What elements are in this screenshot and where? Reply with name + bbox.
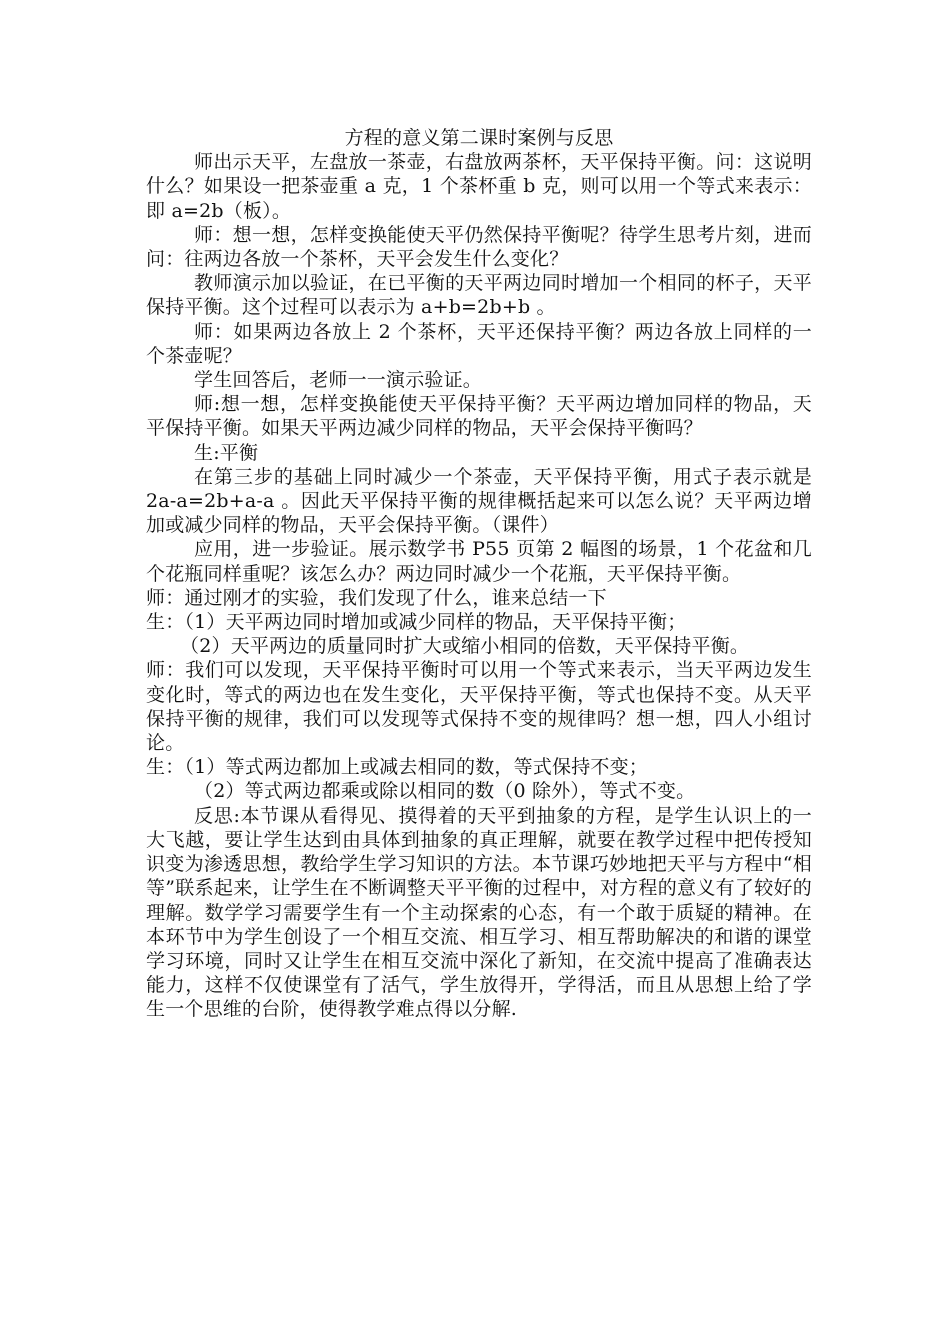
paragraph-7: 生:平衡 [194,441,259,464]
paragraph-10: 师：通过刚才的实验，我们发现了什么，谁来总结一下 [146,586,607,609]
paragraph-3: 教师演示加以验证，在已平衡的天平两边同时增加一个相同的杯子，天平保持平衡。这个过程可以表示为 a+b=2b+b 。 [146,272,812,319]
paragraph-13: 师：我们可以发现，天平保持平衡时可以用一个等式来表示，当天平两边发生变化时，等式的两边也在发生变化，天平保持平衡，等式也保持不变。从天平保持平衡的规律，我们可以发现等式保持不变的规律吗？想一想，四人小组讨论。 [146,659,812,755]
document-title: 方程的意义第二课时案例与反思 [344,127,614,149]
paragraph-16: 反思:本节课从看得见、摸得着的天平到抽象的方程，是学生认识上的一大飞越，要让学生达到由具体到抽象的真正理解，就要在教学过程中把传授知识变为渗透思想，教给学生学习知识的方法。本节课巧妙地把天平与方程中“相等”联系起来，让学生在不断调整天平平衡的过程中，对方程的意义有了较好的理解。数学学习需要学生有一个主动探索的心态，有一个敢于质疑的精神。在本环节中为学生创设了一个相互交流、相互学习、相互帮助解决的和谐的课堂学习环境，同时又让学生在相互交流中深化了新知，在交流中提高了准确表达能力，这样不仅使课堂有了活气，学生放得开，学得活，而且从思想上给了学生一个思维的台阶，使得教学难点得以分解. [146,804,812,1021]
paragraph-5: 学生回答后，老师一一演示验证。 [194,369,483,392]
paragraph-6: 师:想一想，怎样变换能使天平保持平衡？天平两边增加同样的物品，天平保持平衡。如果天平两边减少同样的物品，天平会保持平衡吗？ [146,393,812,440]
paragraph-15: （2）等式两边都乘或除以相同的数（0 除外），等式不变。 [194,780,696,803]
paragraph-12: （2）天平两边的质量同时扩大或缩小相同的倍数，天平保持平衡。 [180,635,750,658]
paragraph-2: 师：想一想，怎样变换能使天平仍然保持平衡呢？待学生思考片刻，进而问：往两边各放一个茶杯，天平会发生什么变化？ [146,223,812,271]
paragraph-9: 应用，进一步验证。展示数学书 P55 页第 2 幅图的场景，1 个花盆和几个花瓶同样重呢？该怎么办？两边同时减少一个花瓶，天平保持平衡。 [146,538,812,585]
paragraph-14: 生：（1）等式两边都加上或减去相同的数，等式保持不变； [146,756,648,779]
paragraph-1: 师出示天平，左盘放一茶壶，右盘放两茶杯，天平保持平衡。问：这说明什么？如果设一把茶壶重 a 克，1 个茶杯重 b 克，则可以用一个等式来表示：即 a=2b（板）。 [146,151,812,222]
paragraph-4: 师：如果两边各放上 2 个茶杯，天平还保持平衡？两边各放上同样的一个茶壶呢？ [146,320,812,367]
paragraph-8: 在第三步的基础上同时减少一个茶壶，天平保持平衡，用式子表示就是 2a-a=2b+a-a 。因此天平保持平衡的规律概括起来可以怎么说？天平两边增加或减少同样的物品，天平会保持平衡。（课件） [146,465,812,537]
document-body [146,126,812,1022]
paragraph-11: 生：（1）天平两边同时增加或减少同样的物品，天平保持平衡； [146,611,687,634]
